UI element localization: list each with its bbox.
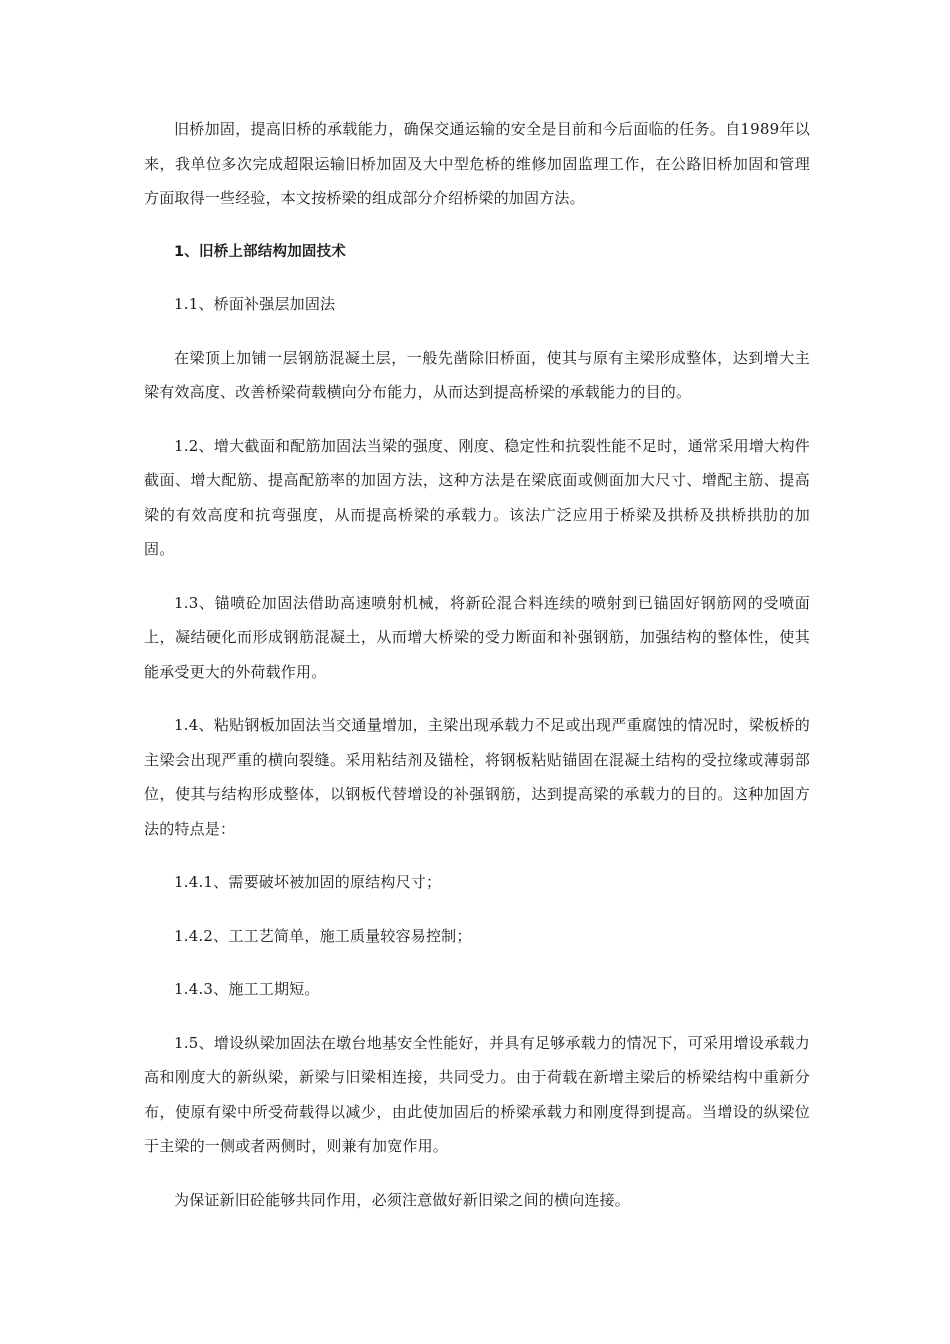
section-1-2-paragraph: 1.2、增大截面和配筋加固法当梁的强度、刚度、稳定性和抗裂性能不足时，通常采用增大构件截面、增大配筋、提高配筋率的加固方法，这种方法是在梁底面或侧面加大尺寸、增配主筋、提高梁的有效高度和抗弯强度，从而提高桥梁的承载力。该法广泛应用于桥梁及拱桥及拱桥拱肋的加固。 <box>144 436 810 558</box>
document-body <box>144 112 810 1217</box>
section-1-1-paragraph: 在梁顶上加铺一层钢筋混凝土层，一般先凿除旧桥面，使其与原有主梁形成整体，达到增大主梁有效高度、改善桥梁荷载横向分布能力，从而达到提高桥梁的承载能力的目的。 <box>144 348 810 401</box>
section-1-4-2-item: 1.4.2、工工艺简单，施工质量较容易控制； <box>174 926 472 945</box>
section-1-4-3-item: 1.4.3、施工工期短。 <box>174 980 320 998</box>
section-1-4-paragraph: 1.4、粘贴钢板加固法当交通量增加，主梁出现承载力不足或出现严重腐蚀的情况时，梁板桥的主梁会出现严重的横向裂缝。采用粘结剂及锚栓，将钢板粘贴锚固在混凝土结构的受拉缘或薄弱部位，使其与结构形成整体，以钢板代替增设的补强钢筋，达到提高梁的承载力的目的。这种加固方法的特点是： <box>144 716 810 838</box>
intro-paragraph: 旧桥加固，提高旧桥的承载能力，确保交通运输的安全是目前和今后面临的任务。自1989年以来，我单位多次完成超限运输旧桥加固及大中型危桥的维修加固监理工作，在公路旧桥加固和管理方面取得一些经验，本文按桥梁的组成部分介绍桥梁的加固方法。 <box>144 120 810 207</box>
section-1-5-paragraph: 1.5、增设纵梁加固法在墩台地基安全性能好，并具有足够承载力的情况下，可采用增设承载力高和刚度大的新纵梁，新梁与旧梁相连接，共同受力。由于荷载在新增主梁后的桥梁结构中重新分布，使原有梁中所受荷载得以减少，由此使加固后的桥梁承载力和刚度得到提高。当增设的纵梁位于主梁的一侧或者两侧时，则兼有加宽作用。 <box>144 1033 810 1155</box>
section-1-4-1-item: 1.4.1、需要破坏被加固的原结构尺寸； <box>174 873 442 891</box>
closing-paragraph: 为保证新旧砼能够共同作用，必须注意做好新旧梁之间的横向连接。 <box>174 1190 631 1209</box>
section-1-3-paragraph: 1.3、锚喷砼加固法借助高速喷射机械，将新砼混合料连续的喷射到已锚固好钢筋网的受喷面上，凝结硬化而形成钢筋混凝土，从而增大桥梁的受力断面和补强钢筋，加强结构的整体性，使其能承受更大的外荷载作用。 <box>144 593 810 681</box>
section-1-1-heading: 1.1、桥面补强层加固法 <box>174 295 336 313</box>
section-1-heading: 1、旧桥上部结构加固技术 <box>174 243 346 260</box>
